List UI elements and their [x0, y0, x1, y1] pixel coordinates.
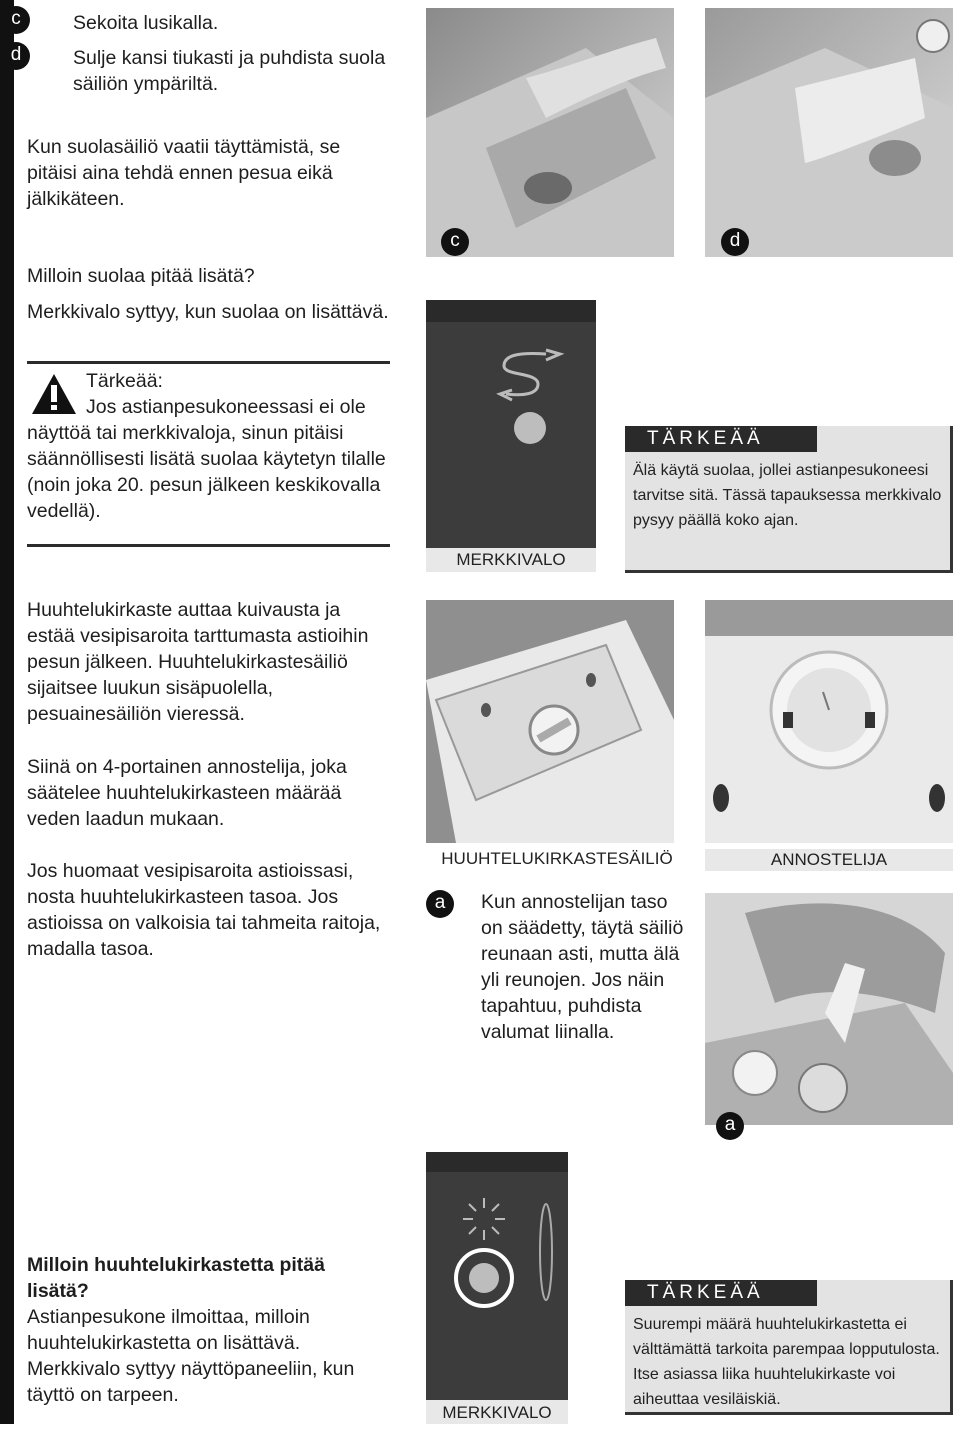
rinse-paragraph-1: Huuhtelukirkaste auttaa kuivausta ja estää vesipisaroita tarttumasta astioihin pesun jälkeen. Huuhtelukirkastesäiliö sijaitsee luukun sisäpuolella, pesuainesäiliön vieressä. [27, 599, 369, 725]
note-heading: TÄRKEÄÄ [625, 1280, 817, 1306]
note-text: Älä käytä suolaa, jollei astianpesukoneesi tarvitse sitä. Tässä tapauksessa merkkivalo pysyy päällä koko ajan. [633, 462, 942, 529]
photo-label-c: c [441, 228, 469, 256]
photo-rinse-tank [426, 600, 674, 843]
important-rule-top [27, 361, 390, 364]
dispenser-label: ANNOSTELIJA [705, 849, 953, 871]
photo-label-a: a [716, 1112, 744, 1140]
rinse-paragraph-3: Jos huomaat vesipisaroita astioissasi, nosta huuhtelukirkasteen tasoa. Jos astioissa on valkoisia tai tahmeita raitoja, madalla tasoa. [27, 860, 381, 960]
when-salt-answer: Merkkivalo syttyy, kun suolaa on lisättävä. [27, 301, 389, 323]
note-text: Suurempi määrä huuhtelukirkastetta ei välttämättä tarkoita parempaa lopputulosta. Itse asiassa liika huuhtelukirkaste voi aiheuttaa vesiläiskiä. [633, 1316, 940, 1408]
step-a-text: Kun annostelijan taso on säädetty, täytä säiliö reunaan asti, mutta älä yli reunojen. Jos näin tapahtuu, puhdista valumat liinalla. [481, 891, 684, 1043]
warning-icon [30, 372, 78, 416]
intro-text: Kun suolasäiliö vaatii täyttämistä, se pitäisi aina tehdä ennen pesua eikä jälkikäteen. [27, 136, 341, 210]
important-text-first: Jos astianpesukoneessasi ei ole [86, 396, 366, 418]
important-title: Tärkeää: [86, 370, 163, 392]
photo-step-d [705, 8, 953, 257]
salt-indicator-icon [426, 300, 596, 548]
when-rinse-answer: Astianpesukone ilmoittaa, milloin huuhtelukirkastetta on lisättävä. Merkkivalo syttyy näyttöpaneeliin, kun täyttö on tarpeen. [27, 1306, 355, 1406]
rinse-indicator-panel [426, 1152, 568, 1400]
note-heading: TÄRKEÄÄ [625, 426, 817, 452]
salt-indicator-panel [426, 300, 596, 548]
step-badge-c: c [2, 6, 30, 34]
photo-filling-rinse-aid [705, 893, 953, 1125]
rinse-tank-label: HUUHTELUKIRKASTESÄILIÖ [441, 849, 673, 868]
rinse-indicator-icon [426, 1152, 568, 1400]
when-salt-question: Milloin suolaa pitää lisätä? [27, 265, 255, 287]
important-note-rinse [625, 1280, 953, 1415]
photo-step-c [426, 8, 674, 257]
important-text: näyttöä tai merkkivaloja, sinun pitäisi säännöllisesti lisätä suolaa käytetyn tilalle (noin joka 20. pesun jälkeen keskikovalla vedellä). [27, 422, 386, 522]
indicator-label-salt: MERKKIVALO [426, 548, 596, 572]
important-rule-bottom [27, 544, 390, 547]
photo-dispenser [705, 600, 953, 843]
indicator-label-rinse: MERKKIVALO [426, 1400, 568, 1424]
step-d-text: Sulje kansi tiukasti ja puhdista suola säiliön ympäriltä. [73, 47, 386, 95]
important-note-salt [625, 426, 953, 573]
step-badge-a: a [426, 890, 454, 918]
when-rinse-question: Milloin huuhtelukirkastetta pitää lisätä? [27, 1254, 325, 1302]
left-margin-bar [0, 0, 14, 1424]
rinse-paragraph-2: Siinä on 4-portainen annostelija, joka säätelee huuhtelukirkasteen määrää veden laadun mukaan. [27, 756, 347, 830]
step-c-text: Sekoita lusikalla. [73, 12, 219, 34]
photo-label-d: d [721, 228, 749, 256]
step-badge-d: d [2, 42, 30, 70]
